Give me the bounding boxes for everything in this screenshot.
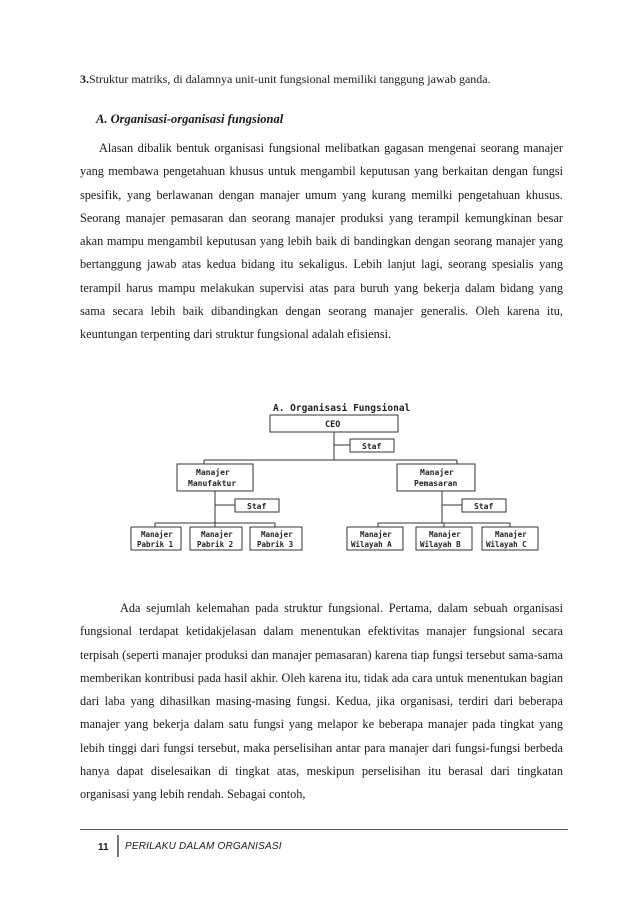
staf-label-left: Staf (247, 502, 267, 511)
pabrik-3-line1: Manajer (261, 530, 293, 539)
pabrik-1-line2: Pabrik 1 (137, 540, 174, 549)
staf-label-right: Staf (474, 502, 494, 511)
footer-rule (80, 829, 568, 830)
list-number: 3. (80, 72, 89, 86)
list-item-3 (80, 72, 491, 87)
paragraph-2: Ada sejumlah kelemahan pada struktur fungsional. Pertama, dalam sebuah organisasi fungsional terdapat ketidakjelasan dalam menentukan efektivitas manajer fungsional secara terpisah (seperti manajer produksi dan manajer pemasaran) karena tiap fungsi tersebut sama-sama memberikan kontribusi pada hasil akhir. Oleh karena itu, tidak ada cara untuk menentukan bagian dari laba yang dihasilkan masing-masing fungsi. Kedua, jika organisasi, terdiri dari beberapa manajer yang bekerja dalam satu fungsi yang melapor ke beberapa manajer pada tingkat yang lebih tinggi dari fungsi tersebut, maka perselisihan antar para manajer dari fungsi-fungsi berbeda hanya dapat diselesaikan di tingkat atas, meskipun perselisihan itu berasal dari tingkatan organisasi yang lebih rendah. Sebagai contoh, (80, 601, 563, 802)
org-chart-title: A. Organisasi Fungsional (273, 403, 411, 414)
list-item-text: Struktur matriks, di dalamnya unit-unit fungsional memiliki tanggung jawab ganda. (89, 72, 491, 86)
wilayah-a-line1: Manajer (360, 530, 392, 539)
org-chart (122, 393, 540, 563)
running-title: PERILAKU DALAM ORGANISASI (125, 841, 282, 852)
footer-divider (117, 835, 119, 857)
wilayah-c-line2: Wilayah C (486, 540, 527, 549)
page-number: 11 (98, 842, 109, 853)
manufaktur-line1: Manajer (196, 468, 230, 477)
section-heading: A. Organisasi-organisasi fungsional (96, 112, 284, 126)
pabrik-2-line1: Manajer (201, 530, 233, 539)
paragraph-1: Alasan dibalik bentuk organisasi fungsional melibatkan gagasan mengenai seorang manajer yang membawa pengetahuan khusus untuk mengambil keputusan yang berkaitan dengan fungsi spesifik, yang berlawanan dengan manajer umum yang kurang memilki pengetahuan khusus. Seorang manajer pemasaran dan seorang manajer produksi yang terampil kemungkinan besar akan mampu mengambil keputusan yang lebih baik di bandingkan dengan seorang manajer yang bertanggung jawab atas kedua bidang itu sekaligus. Lebih lanjut lagi, seorang spesialis yang terampil harus mampu melakukan supervisi atas para buruh yang bekerja dalam bidang yang sama secara lebih baik dibandingkan dengan seorang manajer generalis. Oleh karena itu, keuntungan terpenting dari struktur fungsional adalah efisiensi. (80, 141, 563, 342)
pemasaran-line2: Pemasaran (414, 479, 458, 488)
pabrik-2-line2: Pabrik 2 (197, 540, 234, 549)
ceo-label: CEO (325, 420, 341, 430)
wilayah-b-line2: Wilayah B (420, 540, 461, 549)
page-footer (80, 829, 568, 859)
pabrik-1-line1: Manajer (141, 530, 173, 539)
wilayah-c-line1: Manajer (495, 530, 527, 539)
wilayah-b-line1: Manajer (429, 530, 461, 539)
pabrik-3-line2: Pabrik 3 (257, 540, 294, 549)
pemasaran-line1: Manajer (420, 468, 454, 477)
staf-label-top: Staf (362, 442, 382, 451)
manufaktur-line2: Manufaktur (188, 479, 237, 488)
wilayah-a-line2: Wilayah A (351, 540, 392, 549)
